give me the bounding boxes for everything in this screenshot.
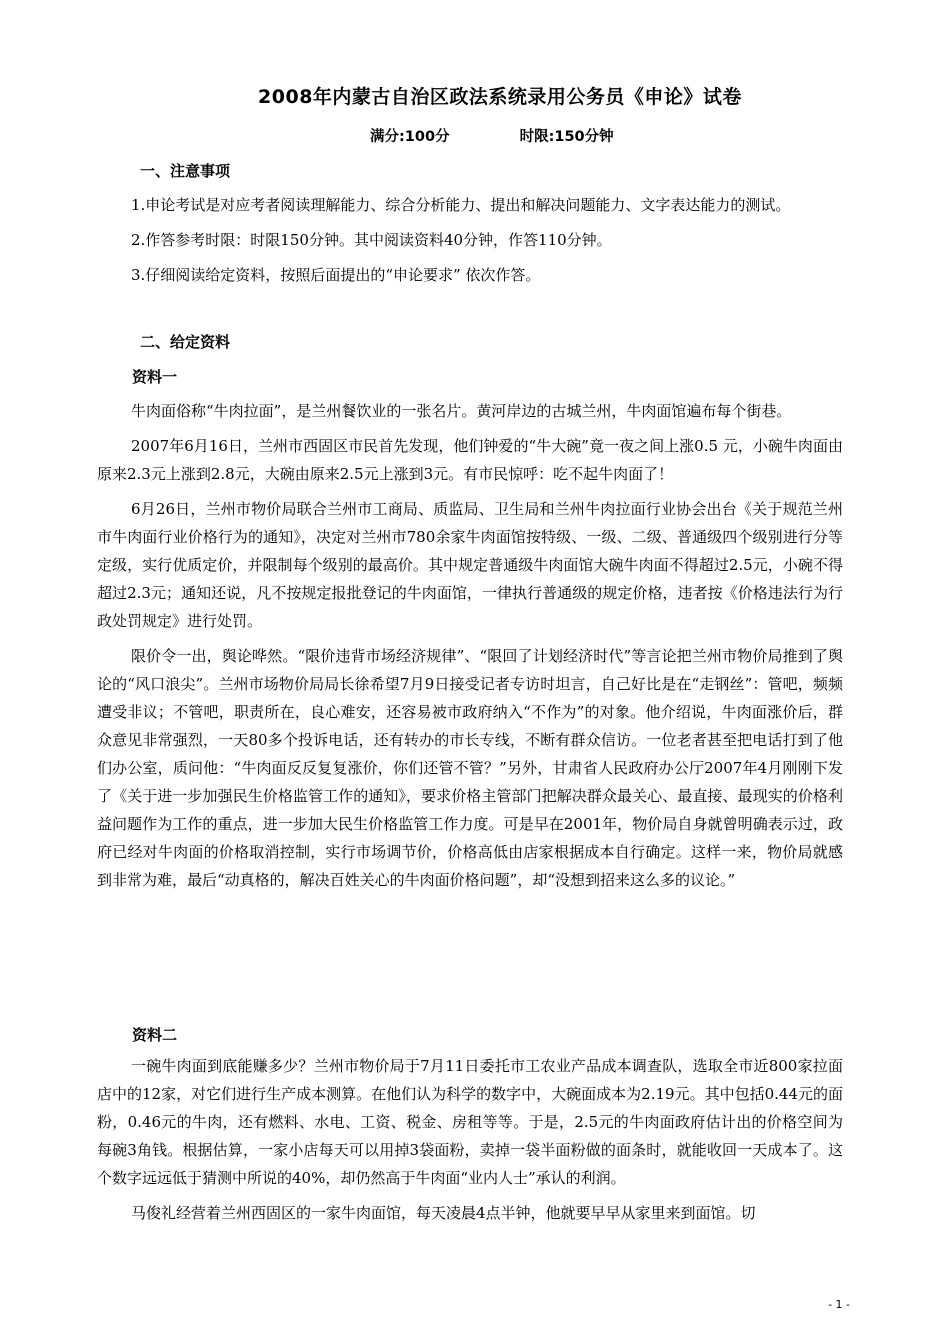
note-item: 2.作答参考时限：时限150分钟。其中阅读资料40分钟，作答110分钟。: [131, 231, 612, 249]
paragraph: 牛肉面俗称“牛肉拉面”，是兰州餐饮业的一张名片。黄河岸边的古城兰州，牛肉面馆遍布每个街巷。: [131, 402, 792, 420]
page-title: 2008年内蒙古自治区政法系统录用公务员《申论》试卷: [258, 86, 742, 108]
page-number: - 1 -: [828, 1298, 850, 1311]
time-limit: 时限:150分钟: [519, 129, 614, 145]
notes-list: [97, 191, 843, 289]
paragraph: 限价令一出，舆论哗然。“限价违背市场经济规律”、“限回了计划经济时代”等言论把兰州市物价局推到了舆论的“风口浪尖”。兰州市场物价局局长徐希望7月9日接受记者专访时坦言，自己好比是在“走钢丝”：管吧，频频遭受非议；不管吧，职责所在，良心难安，还容易被市政府纳入“不作为”的对象。他介绍说，牛肉面涨价后，群众意见非常强烈，一天80多个投诉电话，还有转办的市长专线，不断有群众信访。一位老者甚至把电话打到了他们办公室，质问他：“牛肉面反反复复涨价，你们还管不管？”另外，甘肃省人民政府办公厅2007年4月刚刚下发了《关于进一步加强民生价格监管工作的通知》，要求价格主管部门把解决群众最关心、最直接、最现实的价格利益问题作为工作的重点，进一步加大民生价格监管工作力度。可是早在2001年，物价局自身就曾明确表示过，政府已经对牛肉面的价格取消控制，实行市场调节价，价格高低由店家根据成本自行确定。这样一来，物价局就感到非常为难，最后“动真格的，解决百姓关心的牛肉面价格问题”，却“没想到招来这么多的议论。”: [97, 647, 843, 889]
material-one-body: [97, 397, 843, 894]
section-materials-heading: 二、给定资料: [140, 333, 231, 351]
note-item: 1.申论考试是对应考者阅读理解能力、综合分析能力、提出和解决问题能力、文字表达能力的测试。: [131, 196, 791, 214]
full-score: 满分:100分: [370, 129, 450, 145]
material-two-heading: 资料二: [132, 1026, 178, 1044]
paragraph: 6月26日，兰州市物价局联合兰州市工商局、质监局、卫生局和兰州牛肉拉面行业协会出台《关于规范兰州市牛肉面行业价格行为的通知》，决定对兰州市780余家牛肉面馆按特级、一级、二级、普通级四个级别进行分等定级，实行优质定价，并限制每个级别的最高价。其中规定普通级牛肉面馆大碗牛肉面不得超过2.5元，小碗不得超过2.3元；通知还说，凡不按规定报批登记的牛肉面馆，一律执行普通级的规定价格，违者按《价格违法行为行政处罚规定》进行处罚。: [97, 500, 843, 630]
section-notes-heading: 一、注意事项: [140, 162, 231, 180]
paragraph: 一碗牛肉面到底能赚多少？兰州市物价局于7月11日委托市工农业产品成本调查队，选取全市近800家拉面店中的12家，对它们进行生产成本测算。在他们认为科学的数字中，大碗面成本为2.19元。其中包括0.44元的面粉，0.46元的牛肉，还有燃料、水电、工资、税金、房租等等。于是，2.5元的牛肉面政府估计出的价格空间为每碗3角钱。根据估算，一家小店每天可以用掉3袋面粉，卖掉一袋半面粉做的面条时，就能收回一天成本了。这个数字远远低于猜测中所说的40%，却仍然高于牛肉面“业内人士”承认的利润。: [97, 1057, 843, 1187]
exam-meta: [370, 125, 614, 146]
paragraph: 马俊礼经营着兰州西固区的一家牛肉面馆，每天凌晨4点半钟，他就要早早从家里来到面馆。切: [131, 1204, 756, 1222]
material-two-body: [97, 1052, 843, 1227]
note-item: 3.仔细阅读给定资料，按照后面提出的“申论要求” 依次作答。: [131, 266, 541, 284]
material-one-heading: 资料一: [132, 368, 178, 386]
paragraph: 2007年6月16日，兰州市西固区市民首先发现，他们钟爱的“牛大碗”竟一夜之间上涨0.5 元，小碗牛肉面由原来2.3元上涨到2.8元，大碗由原来2.5元上涨到3元。有市民惊呼：吃不起牛肉面了！: [97, 437, 843, 483]
